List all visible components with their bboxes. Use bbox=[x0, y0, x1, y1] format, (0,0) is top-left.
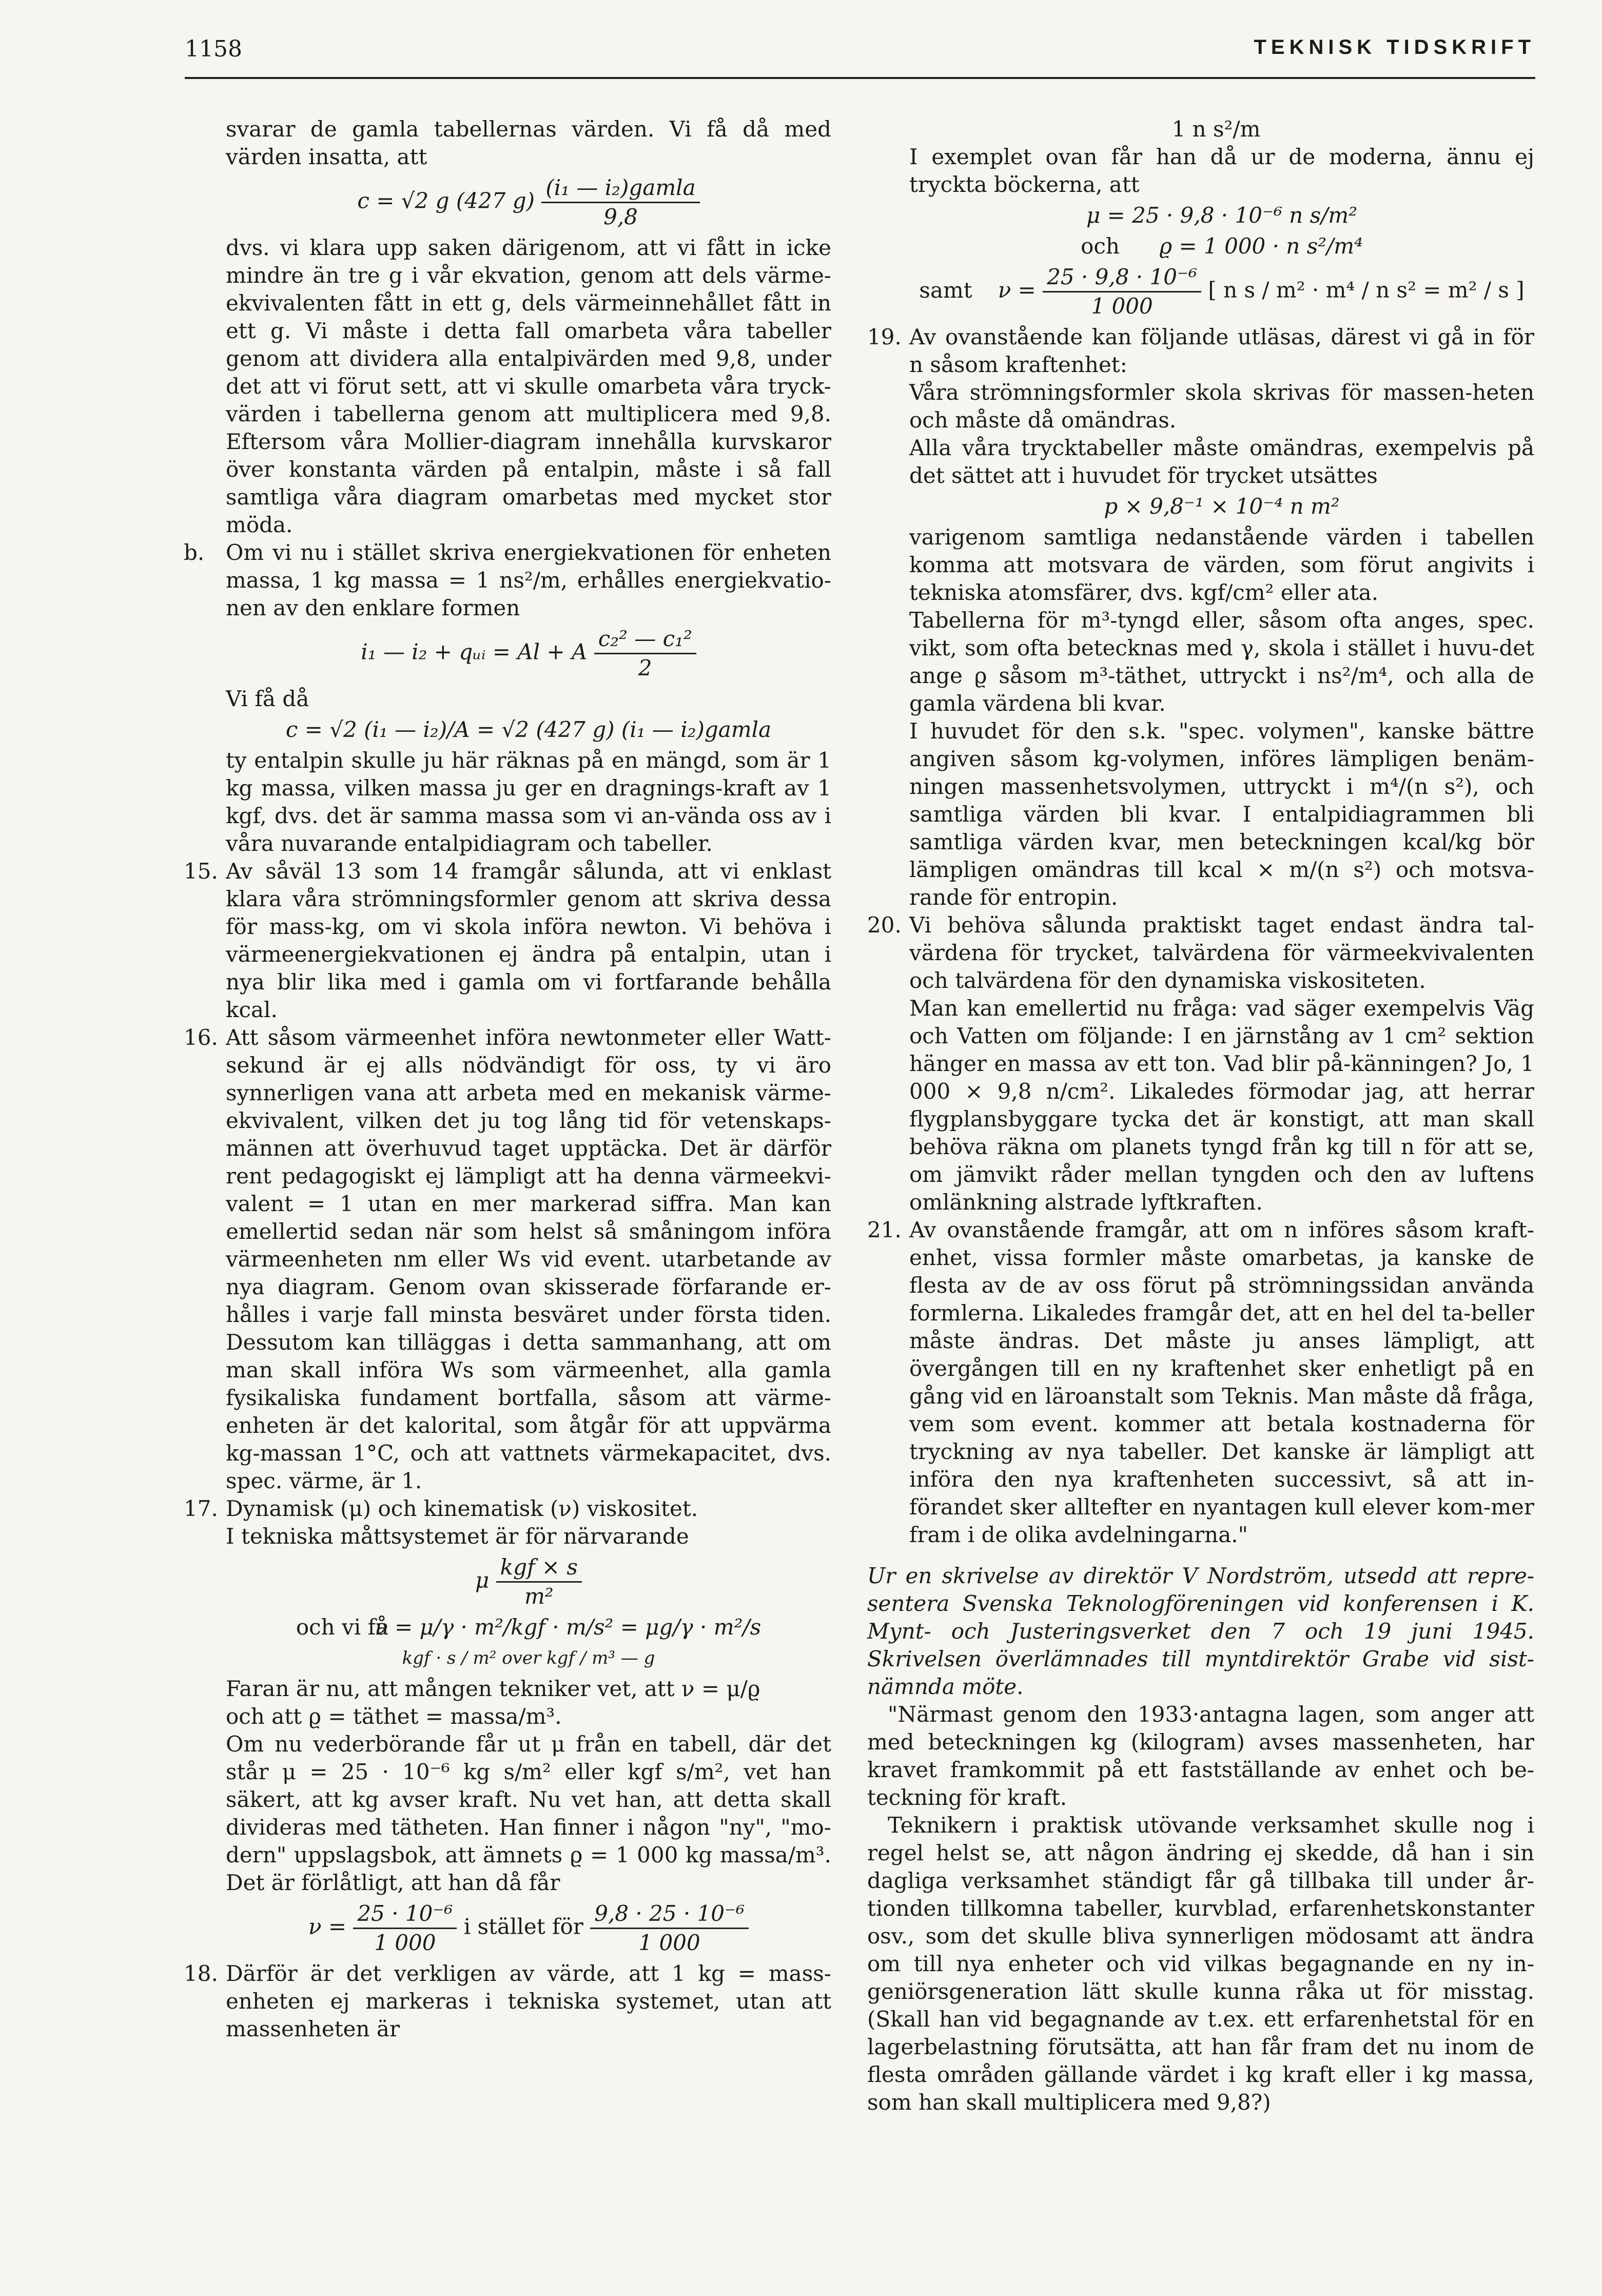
list-item bbox=[184, 858, 831, 1024]
item-label: b. bbox=[184, 540, 205, 565]
paragraph: Alla våra trycktabeller måste omändras, exempelvis på det sättet att i huvudet för trycket utsättes bbox=[909, 435, 1534, 488]
fraction: $\frac{\text{(i₁ — i₂)gamla}}{9,8}$ bbox=[541, 174, 699, 231]
equation: och ϱ = 1 000 · n s²/m⁴ bbox=[1081, 234, 1363, 259]
fraction: $\frac{\text{9,8 · 25 · 10⁻⁶}}{1 000}$ bbox=[590, 1900, 749, 1957]
paragraph: varigenom samtliga nedanstående värden i tabellen komma att motsvara de värden, som förut angivits i tekniska atomsfärer, dvs. kgf/cm² eller ata. bbox=[909, 524, 1534, 605]
item-number: 16. bbox=[184, 1025, 218, 1050]
list-item bbox=[184, 1960, 831, 2043]
paragraph: Vi få då bbox=[226, 686, 309, 711]
paragraph: I exemplet ovan får han då ur de moderna, ännu ej tryckta böckerna, att bbox=[909, 144, 1534, 197]
equation-lhs: c = √2 g (427 g) bbox=[357, 188, 535, 213]
equation: ν = $\frac{\text{25 · 10⁻⁶}}{1 000}$ i stället för $\frac{\text{9,8 · 25 · 10⁻⁶}}{1 000}$ bbox=[226, 1900, 831, 1957]
list-item bbox=[184, 1024, 831, 1495]
equation: μ = 25 · 9,8 · 10⁻⁶ n s/m² bbox=[1086, 203, 1358, 228]
equation: p × 9,8⁻¹ × 10⁻⁴ n m² bbox=[1104, 494, 1340, 519]
paragraph: dvs. vi klara upp saken därigenom, att vi fått in icke mindre än tre g i vår ekvation, genom att dels värme-ekvivalenten fått in ett g, dels värmeinnehållet fått in ett g. Vi måste i detta fall omarbeta våra tabeller genom att dividera alla entalpivärden med 9,8, under det att vi förut sett, att vi skulle omarbeta våra tryck-värden i tabellerna genom att multiplicera med 9,8. Eftersom våra Mollier-diagram innehålla kurvskaror över konstanta värden på entalpin, måste i så fall samtliga våra diagram omarbetas med mycket stor möda. bbox=[226, 235, 831, 537]
paragraph: Om nu vederbörande får ut μ från en tabell, där det står μ = 25 · 10⁻⁶ kg s/m² eller kgf s/m², vet han säkert, att kg avser kraft. Nu vet han, att detta skall divideras med tätheten. Han finner i någon "ny", "mo-dern" uppslagsbok, att ämnets ϱ = 1 000 kg massa/m³. Det är förlåtligt, att han då får bbox=[226, 1731, 831, 1895]
equation bbox=[226, 174, 831, 231]
paragraph: Dynamisk (μ) och kinematisk (ν) viskositet. bbox=[226, 1496, 698, 1521]
paragraph: Våra strömningsformler skola skrivas för massen-heten och måste då omändras. bbox=[909, 380, 1534, 433]
equation: och vi få ν = μ/γ · m²/kgf · m/s² = μg/γ · m²/s bbox=[296, 1614, 761, 1640]
equation: i₁ — i₂ + qᵤᵢ = Al + A $\frac{\text{c₂² — c₁²}}{2}$ bbox=[226, 625, 831, 682]
paragraph: Av såväl 13 som 14 framgår sålunda, att vi enklast klara våra strömningsformler genom att skriva dessa för mass-kg, om vi skola införa newton. Vi behöva i värmeenergiekvationen ej ändra på entalpin, utan i nya blir lika med i gamla om vi fortfarande behålla kcal. bbox=[226, 859, 831, 1022]
list-item bbox=[184, 539, 831, 858]
left-column bbox=[184, 115, 831, 2043]
fraction: $\frac{\text{c₂² — c₁²}}{2}$ bbox=[594, 625, 696, 682]
item-number: 17. bbox=[184, 1496, 218, 1521]
paragraph: Av ovanstående framgår, att om n införes såsom kraft-enhet, vissa formler måste omarbetas, ja kanske de flesta av de av oss förut på strömningssidan använda formlerna. Likaledes framgår det, att en hel del ta-beller måste ändras. Det måste ju anses lämpligt, att övergången till en ny kraftenhet sker enhetligt på en gång vid en läroanstalt som Teknis. Man måste då fråga, vem som event. kommer att betala kostnaderna för tryckning av nya tabeller. Det kanske är lämpligt att införa den nya kraftenheten successivt, så att in-förandet sker alltefter en nyantagen kull elever kom-mer fram i de olika avdelningarna." bbox=[909, 1217, 1534, 1547]
list-item bbox=[867, 323, 1534, 911]
paragraph: "Närmast genom den 1933·antagna lagen, som anger att med beteckningen kg (kilogram) avses massenheten, har kravet framkommit på ett fastställande av enhet och be-teckning för kraft. bbox=[867, 1702, 1534, 1810]
list-item bbox=[867, 911, 1534, 1216]
fraction: $\frac{\text{kgf × s}}{\text{m²}}$ bbox=[496, 1553, 582, 1610]
paragraph: ty entalpin skulle ju här räknas på en mängd, som är 1 kg massa, vilken massa ju ger en dragnings-kraft av 1 kgf, dvs. det är samma massa som vi an-vända oss av i våra nuvarande entalpidiagram och tabeller. bbox=[226, 748, 831, 856]
paragraph: I tekniska måttsystemet är för närvarande bbox=[226, 1524, 689, 1549]
item-number: 21. bbox=[867, 1217, 902, 1242]
equation-note: kgf · s / m² over kgf / m³ — g bbox=[402, 1648, 655, 1668]
paragraph: svarar de gamla tabellernas värden. Vi få då med värden insatta, att bbox=[226, 116, 831, 169]
paragraph: och att ϱ = täthet = massa/m³. bbox=[226, 1704, 562, 1729]
equation: c = √2 (i₁ — i₂)/A = √2 (427 g) (i₁ — i₂)gamla bbox=[285, 717, 772, 742]
item-number: 20. bbox=[867, 912, 902, 938]
source-note: Ur en skrivelse av direktör V Nordström, utsedd att repre-sentera Svenska Teknologföreningen vid konferensen i K. Mynt- och Justeringsverket den 7 och 19 juni 1945. Skrivelsen överlämnades till myntdirektör Grabe vid sist-nämnda möte. bbox=[867, 1563, 1534, 1699]
equation: μ $\frac{\text{kgf × s}}{\text{m²}}$ bbox=[226, 1553, 831, 1610]
paragraph: Tabellerna för m³-tyngd eller, såsom ofta anges, spec. vikt, som ofta betecknas med γ, skola i stället i huvu-det ange ϱ såsom m³-täthet, uttryckt i ns²/m⁴, och alla de gamla värdena bli kvar. bbox=[909, 608, 1534, 716]
indented-block bbox=[867, 143, 1534, 1549]
fraction: $\frac{\text{25 · 9,8 · 10⁻⁶}}{1 000}$ bbox=[1043, 263, 1201, 320]
paragraph: Att såsom värmeenhet införa newtonmeter eller Watt-sekund är ej alls nödvändigt för oss, ty vi äro synnerligen vana att arbeta med en mekanisk värme-ekvivalent, vilken det ju tog lång tid för vetenskaps-männen att överhuvud taget upptäcka. Det är därför rent pedagogiskt ej lämpligt att ha denna värmeekvi-valent = 1 utan en mer markerad siffra. Man kan emellertid sedan när som helst så småningom införa värmeenheten nm eller Ws vid event. utarbetande av nya diagram. Genom ovan skisserade förfarande er-hålles i varje fall minsta besväret under första tiden. Dessutom kan tilläggas i detta sammanhang, att om man skall införa Ws som värmeenhet, alla gamla fysikaliska fundament bortfalla, såsom att värme-enheten är det kalorital, som åtgår för att uppvärma kg-massan 1°C, och att vattnets värmekapacitet, dvs. spec. värme, är 1. bbox=[226, 1025, 831, 1493]
paragraph: Om vi nu i stället skriva energiekvationen för enheten massa, 1 kg massa = 1 ns²/m, erhålles energiekvatio-nen av den enklare formen bbox=[226, 540, 831, 620]
paragraph: Teknikern i praktisk utövande verksamhet skulle nog i regel helst se, att någon ändring ej skedde, då han i sin dagliga verksamhet ständigt får gå tillbaka till under år-tionden tillkomna tabeller, kurvblad, erfarenhetskonstanter osv., som det skulle bliva synnerligen mödosamt att ändra om till nya enheter och vid vilkas begagnande en ny in-geniörsgeneration lätt skulle kunna råka ut för misstag. (Skall han vid begagnande av t.ex. ett erfarenhetstal för en lagerbelastning förutsätta, att han får fram det nu inom de flesta områden gällande värdet i kg kraft eller i kg massa, som han skall multiplicera med 9,8?) bbox=[867, 1813, 1534, 2115]
right-column bbox=[867, 115, 1534, 2116]
paragraph: Vi behöva sålunda praktiskt taget endast ändra tal-värdena för trycket, talvärdena för värmeekvivalenten och talvärdena för den dynamiska viskositeten. bbox=[909, 912, 1534, 993]
paragraph: Därför är det verkligen av värde, att 1 kg = mass-enheten ej markeras i tekniska systemet, utan att massenheten är bbox=[226, 1961, 831, 2041]
paragraph: Av ovanstående kan följande utläsas, därest vi gå in för n såsom kraftenhet: bbox=[909, 324, 1534, 377]
page-number: 1158 bbox=[185, 36, 242, 62]
item-number: 15. bbox=[184, 859, 218, 884]
unit-line: 1 n s²/m bbox=[1171, 116, 1261, 142]
list-item bbox=[867, 1216, 1534, 1549]
header-rule bbox=[185, 77, 1535, 79]
item-number: 19. bbox=[867, 324, 902, 349]
journal-title: TEKNISK TIDSKRIFT bbox=[1254, 36, 1535, 59]
equation: samt ν = $\frac{\text{25 · 9,8 · 10⁻⁶}}{1 000}$ [ n s / m² · m⁴ / n s² = m² / s ] bbox=[909, 263, 1534, 320]
paragraph: I huvudet för den s.k. "spec. volymen", kanske bättre angiven såsom kg-volymen, införes lämpligen benäm-ningen massenhetsvolymen, uttryckt i m⁴/(n s²), och samtliga värden bli kvar. I entalpidiagrammen bli samtliga värden kvar, men beteckningen kcal/kg bör lämpligen omändras till kcal × m/(n s²) och motsva-rande för entropin. bbox=[909, 718, 1534, 910]
list-item bbox=[184, 1495, 831, 1957]
item-number: 18. bbox=[184, 1961, 218, 1986]
paragraph: Faran är nu, att mången tekniker vet, att ν = μ/ϱ bbox=[226, 1676, 760, 1701]
fraction: $\frac{\text{25 · 10⁻⁶}}{1 000}$ bbox=[353, 1900, 457, 1957]
paragraph: Man kan emellertid nu fråga: vad säger exempelvis Väg och Vatten om följande: I en järnstång av 1 cm² sektion hänger en massa av ett ton. Vad blir på-känningen? Jo, 1 000 × 9,8 n/cm². Likaledes förmodar jag, att herrar flygplansbyggare tycka det är konstigt, att man skall behöva räkna om planets tyngd från kg till n för att se, om jämvikt råder mellan tyngden och den av luftens omlänkning alstrade lyftkraften. bbox=[909, 996, 1534, 1215]
